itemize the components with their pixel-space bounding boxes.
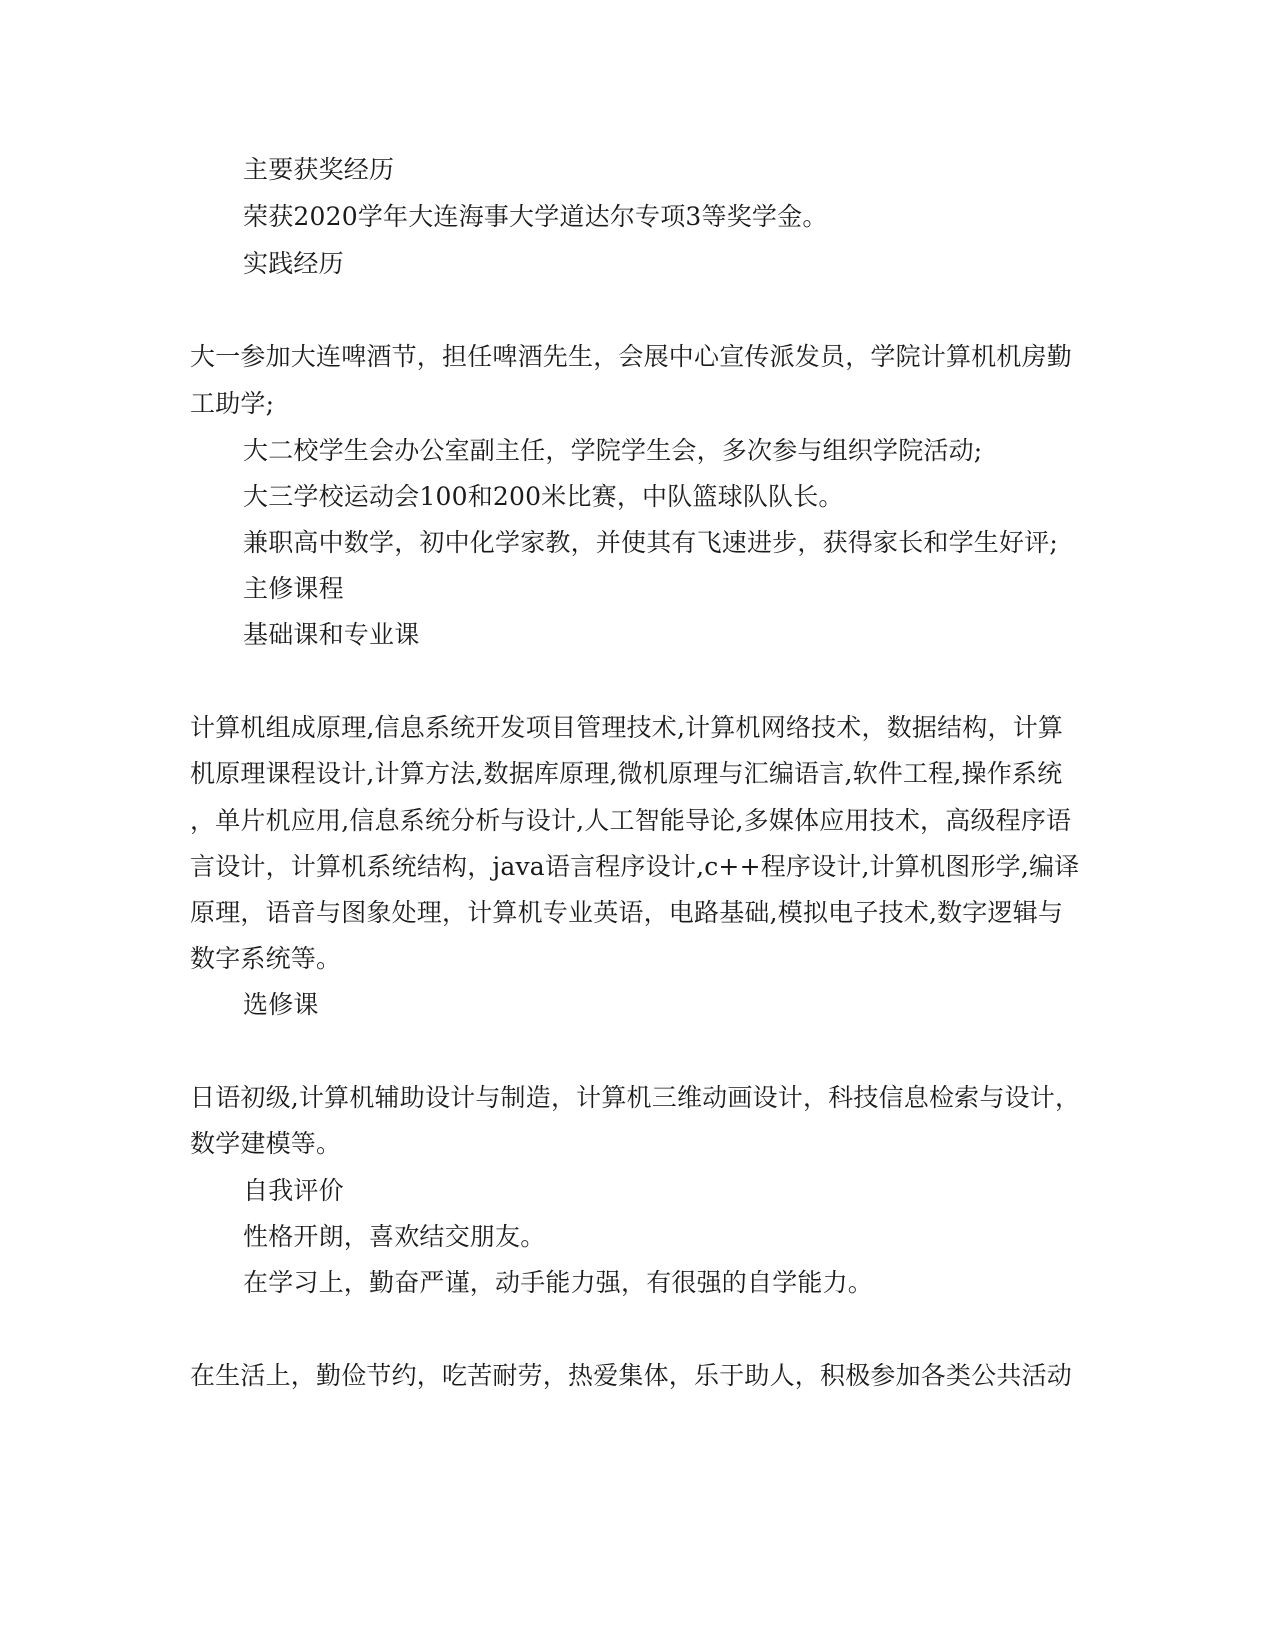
core-courses-line-1: 计算机组成原理,信息系统开发项目管理技术,计算机网络技术，数据结构，计算: [190, 713, 1064, 742]
elective-line-2: 数学建模等。: [190, 1129, 342, 1158]
practice-item-4: 兼职高中数学，初中化学家教，并使其有飞速进步，获得家长和学生好评;: [243, 528, 1059, 557]
core-courses-line-3: ，单片机应用,信息系统分析与设计,人工智能导论,多媒体应用技术，高级程序语: [190, 806, 1072, 835]
core-courses-line-4: 言设计，计算机系统结构，java语言程序设计,c++程序设计,计算机图形学,编译: [190, 852, 1080, 881]
self-evaluation-item-1: 性格开朗，喜欢结交朋友。: [243, 1222, 546, 1251]
self-evaluation-heading: 自我评价: [243, 1176, 344, 1205]
core-courses-heading: 基础课和专业课: [243, 620, 420, 649]
practice-item-2: 大二校学生会办公室副主任，学院学生会，多次参与组织学院活动;: [243, 436, 983, 465]
core-courses-line-2: 机原理课程设计,计算方法,数据库原理,微机原理与汇编语言,软件工程,操作系统: [190, 759, 1063, 788]
awards-heading: 主要获奖经历: [243, 155, 395, 184]
courses-heading: 主修课程: [243, 574, 344, 603]
self-evaluation-item-2: 在学习上，勤奋严谨，动手能力强，有很强的自学能力。: [243, 1268, 874, 1297]
elective-line-1: 日语初级,计算机辅助设计与制造，计算机三维动画设计，科技信息检索与设计，: [190, 1083, 1081, 1112]
practice-heading: 实践经历: [243, 249, 344, 278]
practice-line-2: 工助学;: [190, 389, 275, 418]
core-courses-line-6: 数字系统等。: [190, 944, 342, 973]
awards-text: 荣获2020学年大连海事大学道达尔专项3等奖学金。: [243, 202, 828, 231]
practice-item-3: 大三学校运动会100和200米比赛，中队篮球队队长。: [243, 482, 844, 511]
practice-line-1: 大一参加大连啤酒节，担任啤酒先生，会展中心宣传派发员，学院计算机机房勤: [190, 342, 1073, 371]
core-courses-line-5: 原理，语音与图象处理，计算机专业英语，电路基础,模拟电子技术,数字逻辑与: [190, 898, 1064, 927]
self-evaluation-item-3: 在生活上，勤俭节约，吃苦耐劳，热爱集体，乐于助人，积极参加各类公共活动: [190, 1361, 1073, 1390]
elective-heading: 选修课: [243, 990, 319, 1019]
